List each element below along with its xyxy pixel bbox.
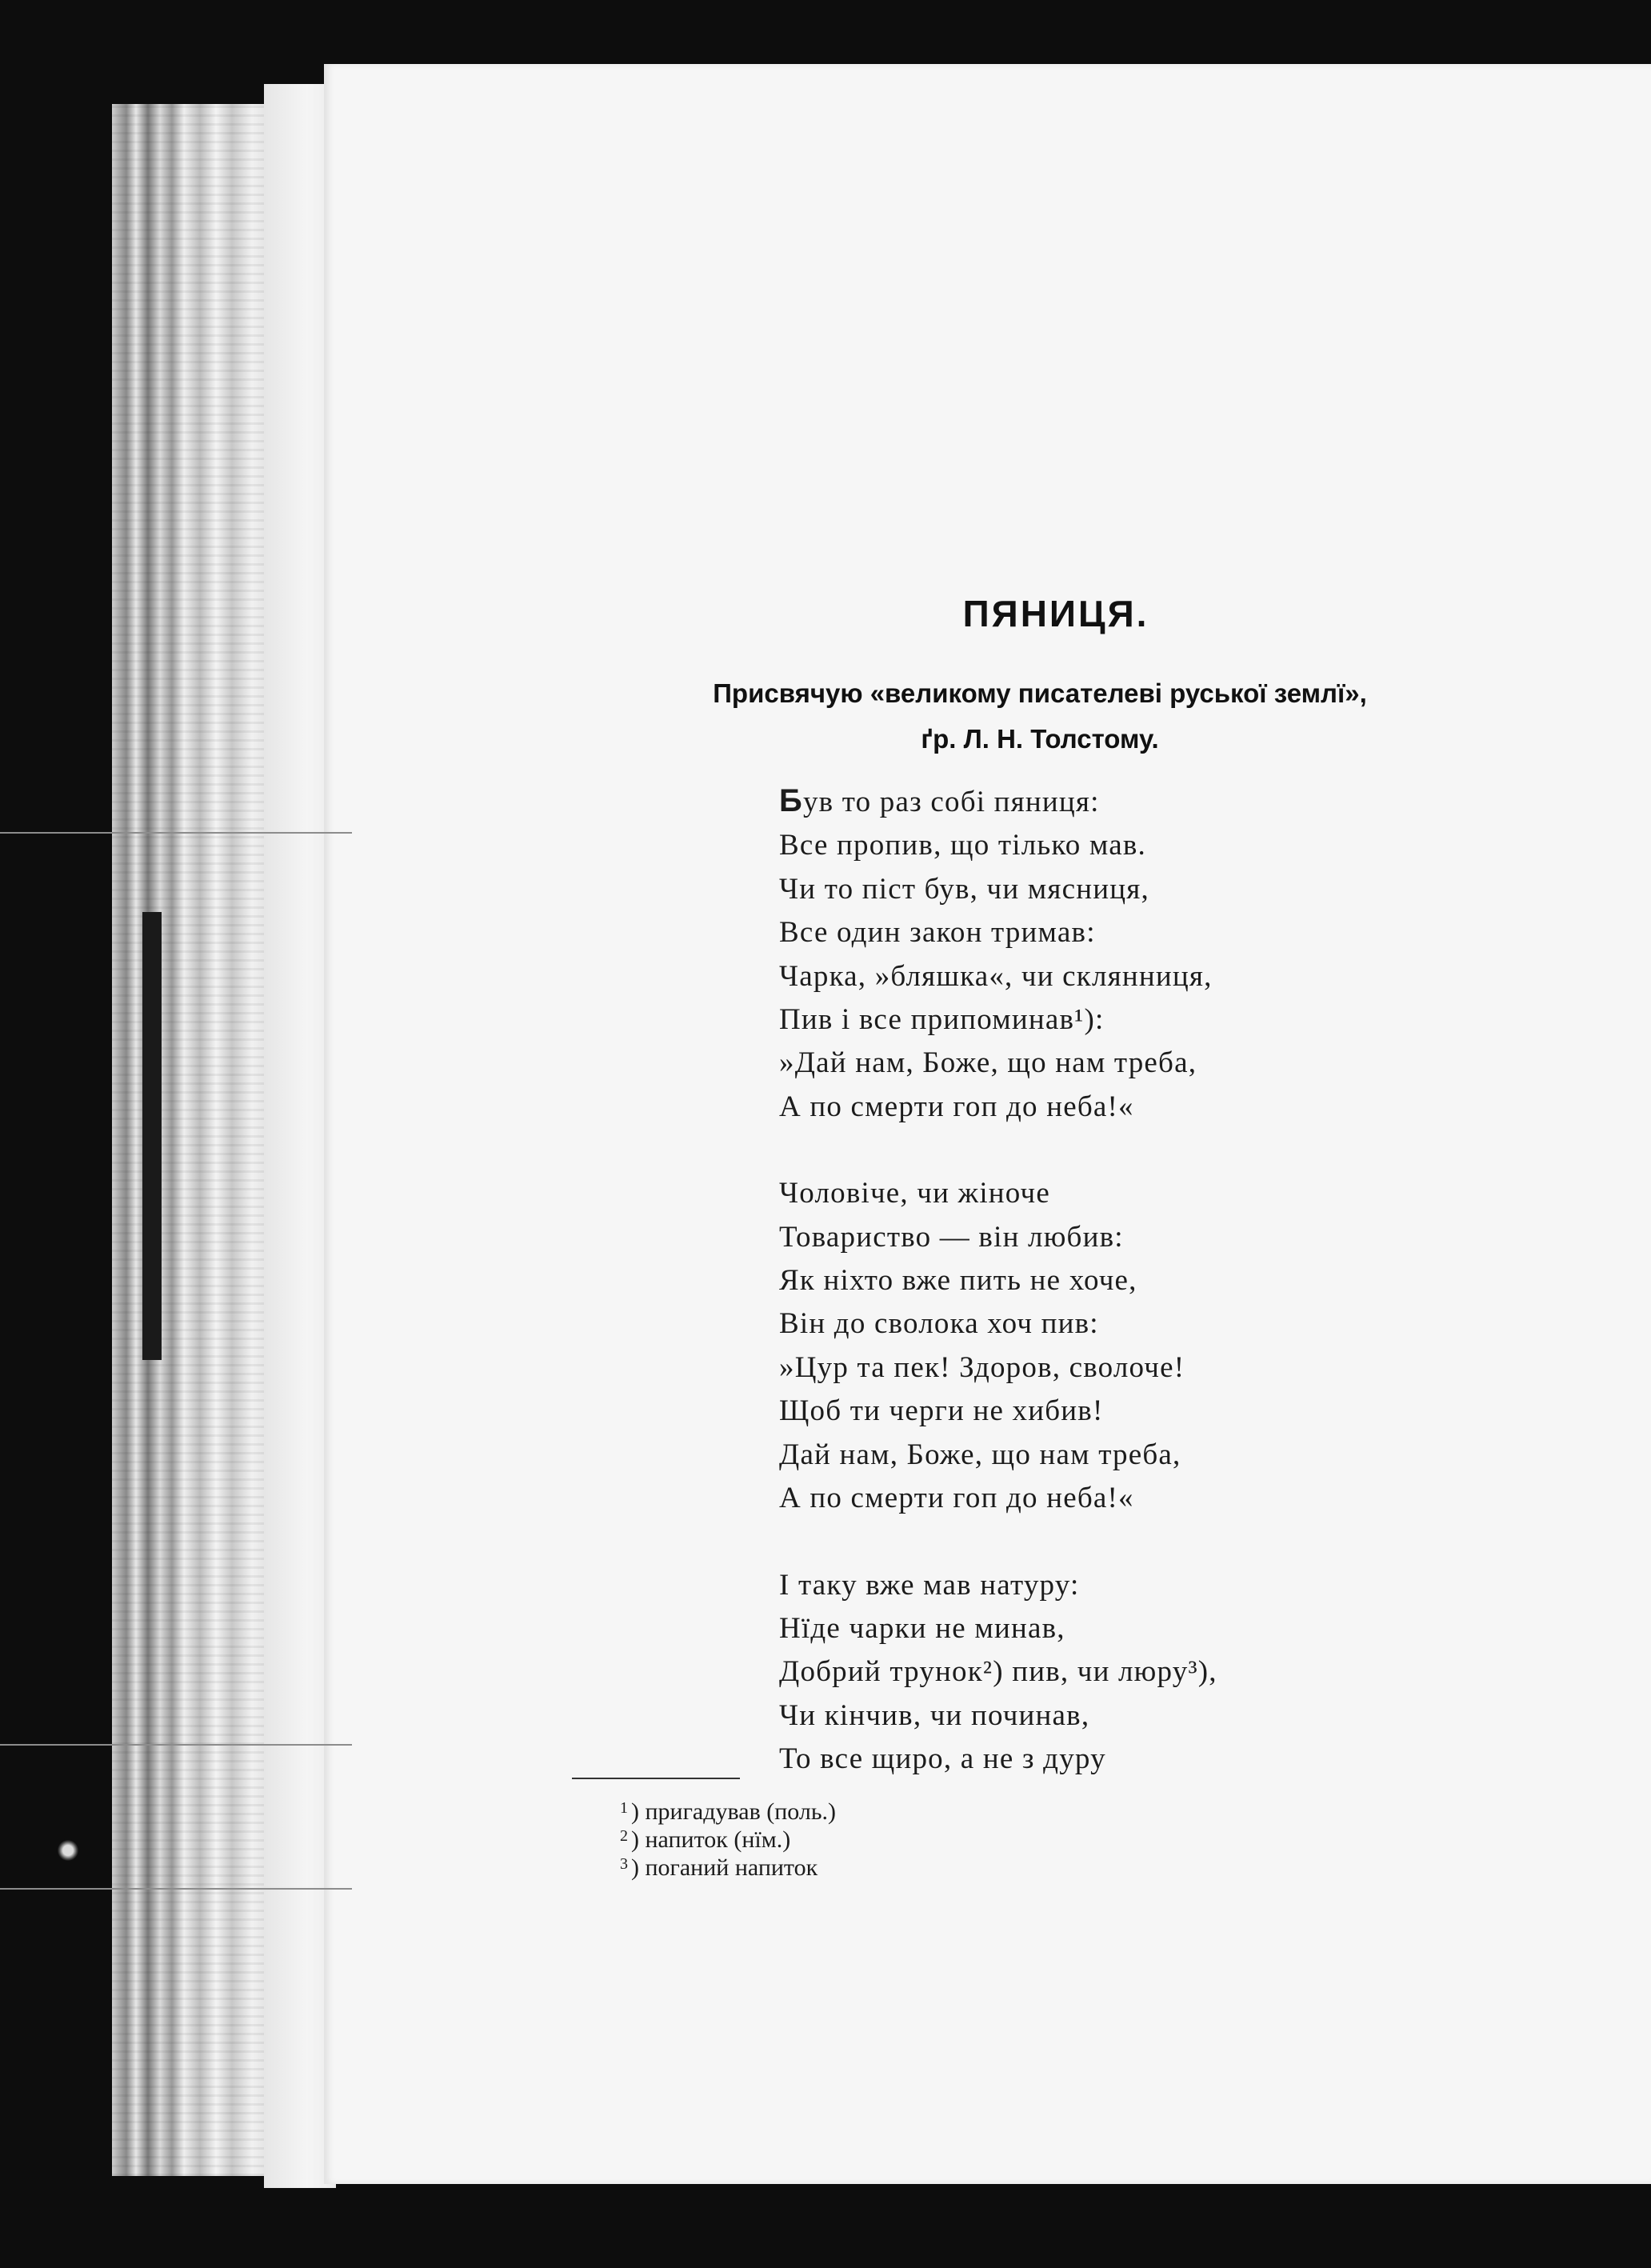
poem-line: »Цур та пек! Здоров, сволоче! — [779, 1350, 1185, 1384]
poem-line: Дай нам, Боже, що нам треба, — [779, 1438, 1181, 1471]
poem-line: »Дай нам, Боже, що нам треба, — [779, 1046, 1197, 1080]
poem-line: Товариство — він любив: — [779, 1220, 1124, 1254]
poem-line: Пив і все припоминав¹): — [779, 1003, 1105, 1037]
poem-line: А по смерти гоп до неба!« — [779, 1090, 1134, 1123]
poem-line: А по смерти гоп до неба!« — [779, 1482, 1134, 1515]
stanza — [779, 779, 1499, 1129]
poem-line: Чи кінчив, чи починав, — [779, 1698, 1090, 1732]
footnote: $^3$ ) поганий напиток — [620, 1854, 818, 1881]
stanza — [779, 1564, 1499, 1782]
footnote-rule — [572, 1778, 740, 1779]
poem-line: І таку вже мав натуру: — [779, 1568, 1080, 1602]
poem-line: Все пропив, що тілько мав. — [779, 829, 1146, 862]
poem-line: Чоловіче, чи жіноче — [779, 1177, 1050, 1210]
poem-line: Добрий трунок²) пив, чи люру³), — [779, 1655, 1217, 1689]
footnotes — [620, 1796, 1100, 1880]
dedication — [624, 670, 1456, 762]
scan-artifact-line — [0, 1888, 352, 1890]
poem-line: Як ніхто вже пить не хоче, — [779, 1264, 1137, 1298]
poem-line: Він до сволока хоч пив: — [779, 1307, 1099, 1341]
footnote-mark: 2 — [620, 1827, 628, 1845]
stanza — [779, 1172, 1499, 1520]
poem-line: Нїде чарки не минав, — [779, 1611, 1065, 1645]
footnote-text: напиток (нїм.) — [645, 1826, 791, 1853]
scan-artifact-strip — [142, 912, 162, 1360]
poem-line-rest: ув то раз собі пяниця: — [802, 786, 1100, 818]
dedication-line: Присвячую «великому писателеві руської землї», — [713, 678, 1367, 708]
footnote-mark: 1 — [620, 1799, 628, 1817]
footnote: $^2$ ) напиток (нїм.) — [620, 1826, 791, 1853]
poem-line: Щоб ти черги не хибив! — [779, 1394, 1104, 1428]
poem-line: Чи то піст був, чи мясниця, — [779, 872, 1149, 906]
drop-cap: Б — [779, 783, 803, 818]
poem-line: Чарка, »бляшка«, чи склянниця, — [779, 959, 1213, 993]
footnote-text: поганий напиток — [645, 1854, 818, 1881]
dedication-line: ґр. Л. Н. Толстому. — [921, 724, 1159, 754]
poem-title: ПЯНИЦЯ. — [962, 593, 1149, 634]
scan-artifact-line — [0, 1744, 352, 1746]
scan-artifact-line — [0, 832, 352, 834]
footnote-text: пригадував (поль.) — [645, 1798, 837, 1825]
poem-body — [779, 779, 1499, 1782]
poem-line: То все щиро, а не з дуру — [779, 1742, 1106, 1776]
footnote-mark: 3 — [620, 1855, 628, 1873]
poem-line — [779, 779, 1499, 824]
poem-line: Все один закон тримав: — [779, 916, 1096, 950]
scan-smudge — [58, 1840, 78, 1861]
footnote: $^1$ ) пригадував (поль.) — [620, 1798, 837, 1825]
